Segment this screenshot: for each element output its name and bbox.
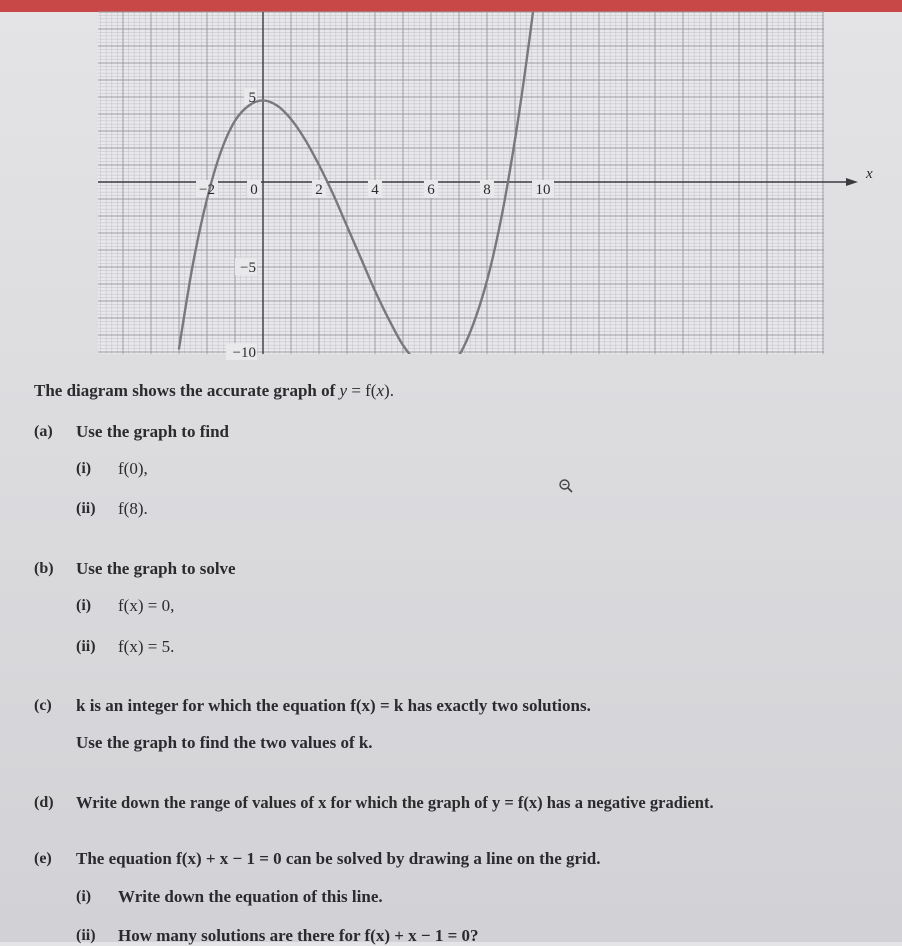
- label-a-i: (i): [76, 460, 92, 477]
- intro-end: ).: [384, 381, 394, 400]
- zoom-icon[interactable]: [558, 478, 574, 494]
- label-e: (e): [34, 850, 52, 867]
- x-axis-label: x: [866, 166, 873, 182]
- question-d: Write down the range of values of x for which the graph of y = f(x) has a negative gradient.: [76, 793, 714, 812]
- y-tick-label: −5: [240, 260, 256, 276]
- label-c: (c): [34, 697, 52, 714]
- x-tick-label: 2: [315, 182, 323, 198]
- question-b-i: f(x) = 0,: [118, 596, 175, 615]
- question-c-2: Use the graph to find the two values of k.: [76, 733, 373, 752]
- intro-line: [34, 381, 394, 401]
- function-graph: [0, 0, 902, 370]
- y-tick-label: −10: [232, 345, 256, 361]
- label-b: (b): [34, 560, 54, 577]
- y-tick-label: 5: [248, 90, 256, 106]
- label-b-ii: (ii): [76, 638, 96, 655]
- label-a: (a): [34, 423, 53, 440]
- label-a-ii: (ii): [76, 500, 96, 517]
- intro-y: y: [339, 381, 348, 400]
- question-a: Use the graph to find: [76, 422, 230, 441]
- question-a-i: f(0),: [118, 459, 148, 478]
- intro-x: x: [376, 381, 385, 400]
- label-b-i: (i): [76, 597, 92, 614]
- x-tick-label: 10: [535, 182, 551, 198]
- label-e-ii: (ii): [76, 927, 96, 944]
- x-axis-arrow: [846, 178, 858, 186]
- intro-eq: = f(: [347, 381, 377, 400]
- x-tick-label: 0: [250, 182, 258, 198]
- question-c: k is an integer for which the equation f(x) = k has exactly two solutions.: [76, 696, 591, 715]
- x-tick-label: 8: [483, 182, 491, 198]
- question-b: Use the graph to solve: [76, 559, 236, 578]
- question-a-ii: f(8).: [118, 499, 148, 518]
- x-tick-label: 4: [371, 182, 379, 198]
- question-e-ii: How many solutions are there for f(x) + x − 1 = 0?: [118, 926, 479, 945]
- x-tick-label: 6: [427, 182, 435, 198]
- question-b-ii: f(x) = 5.: [118, 637, 175, 656]
- label-e-i: (i): [76, 888, 92, 905]
- question-e-i: Write down the equation of this line.: [118, 887, 383, 906]
- question-e: The equation f(x) + x − 1 = 0 can be solved by drawing a line on the grid.: [76, 849, 601, 868]
- intro-text: The diagram shows the accurate graph of: [34, 381, 340, 400]
- label-d: (d): [34, 794, 54, 811]
- x-tick-label: −2: [199, 182, 215, 198]
